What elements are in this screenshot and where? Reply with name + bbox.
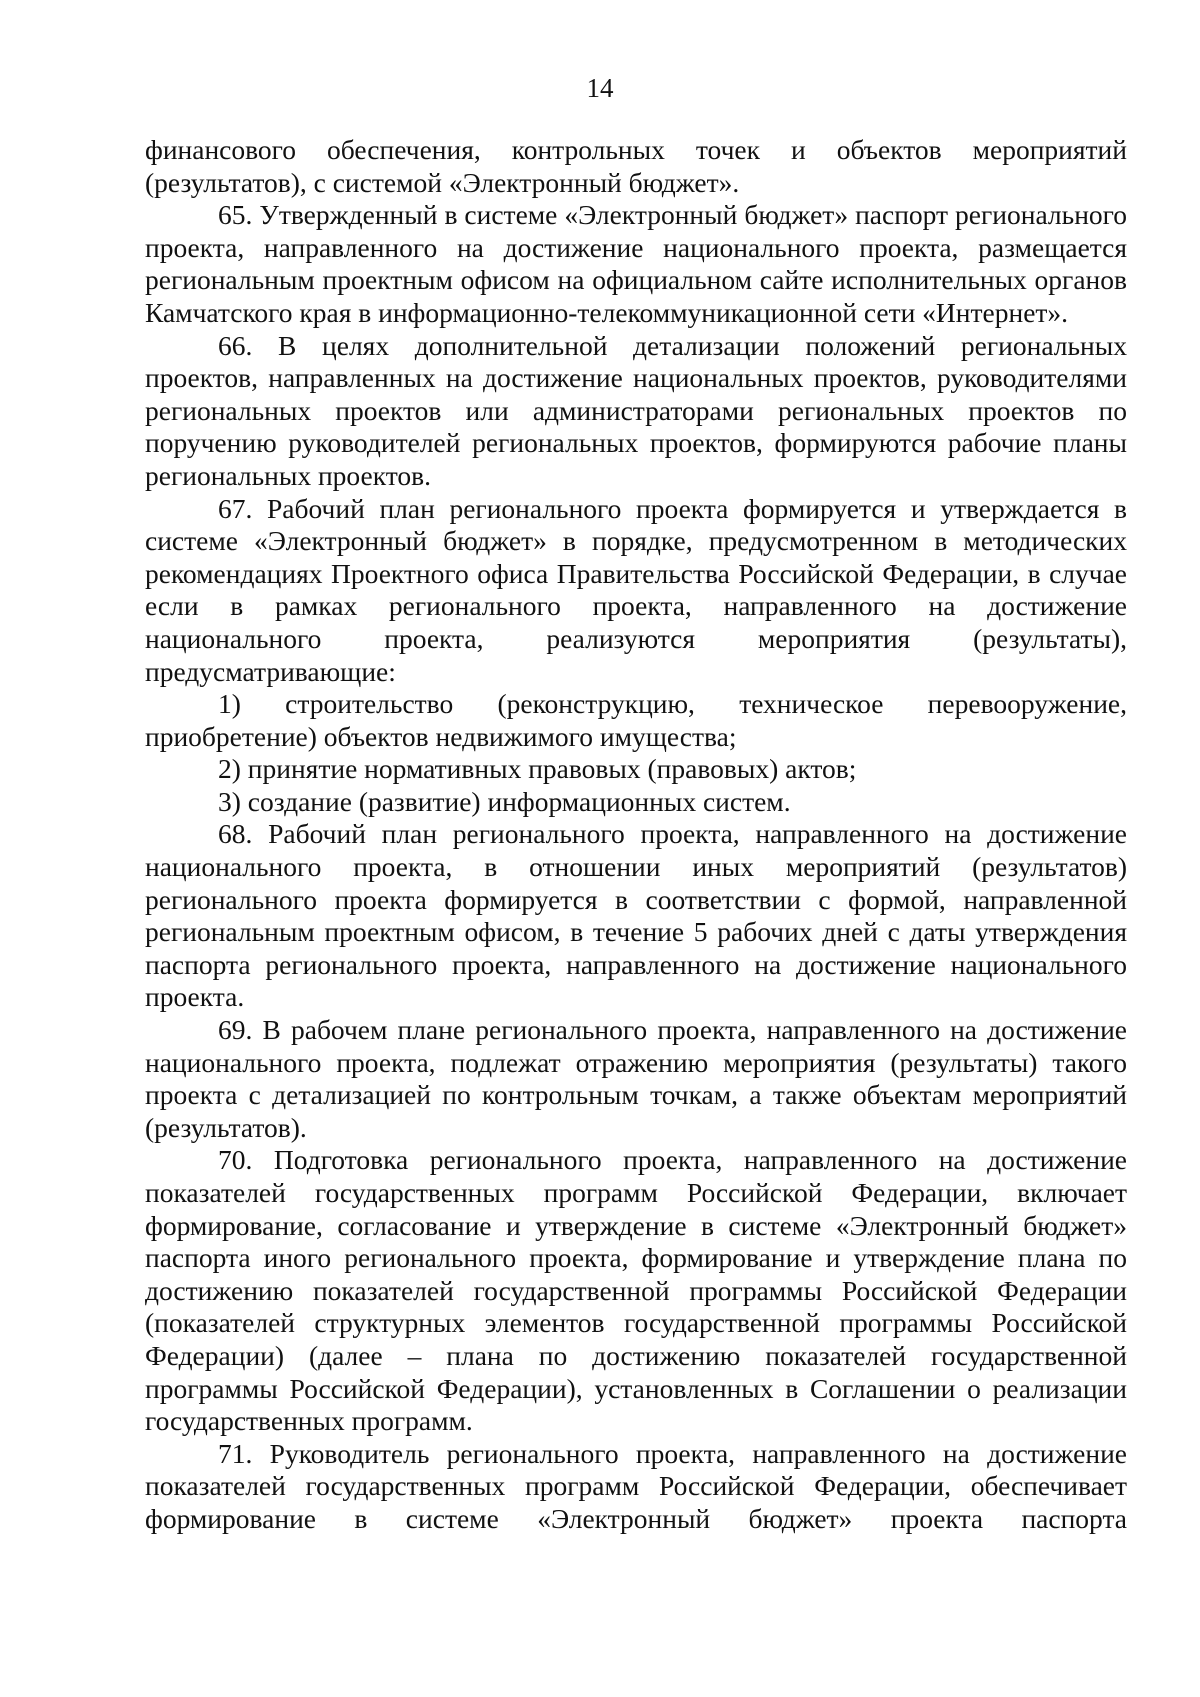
paragraph-65: 65. Утвержденный в системе «Электронный бюджет» паспорт регионального проекта, направленного на достижение национального проекта, размещается региональным проектным офисом на официальном сайте исполнительных органов Камчатского края в информационно-телекоммуникационной сети «Интернет».: [145, 199, 1127, 328]
paragraph-67: 67. Рабочий план регионального проекта формируется и утверждается в системе «Электронный бюджет» в порядке, предусмотренном в методических рекомендациях Проектного офиса Правительства Российской Федерации, в случае если в рамках регионального проекта, направленного на достижение национального проекта, реализуются мероприятия (результаты), предусматривающие:: [145, 492, 1127, 687]
list-item-3: 3) создание (развитие) информационных систем.: [218, 785, 791, 817]
page-number: 14: [586, 73, 614, 103]
paragraph-70: 70. Подготовка регионального проекта, направленного на достижение показателей государственных программ Российской Федерации, включает формирование, согласование и утверждение в системе «Электронный бюджет» паспорта иного регионального проекта, формирование и утверждение плана по достижению показателей государственной программы Российской Федерации (показателей структурных элементов государственной программы Российской Федерации) (далее – плана по достижению показателей государственной программы Российской Федерации), установленных в Соглашении о реализации государственных программ.: [145, 1144, 1127, 1437]
paragraph-71: 71. Руководитель регионального проекта, направленного на достижение показателей государственных программ Российской Федерации, обеспечивает формирование в системе «Электронный бюджет» проекта паспорта: [145, 1437, 1127, 1534]
document-body: [145, 134, 1127, 1536]
paragraph-continuation: финансового обеспечения, контрольных точек и объектов мероприятий (результатов), с системой «Электронный бюджет».: [145, 134, 1127, 198]
paragraph-69: 69. В рабочем плане регионального проекта, направленного на достижение национального проекта, подлежат отражению мероприятия (результаты) такого проекта с детализацией по контрольным точкам, а также объектам мероприятий (результатов).: [145, 1014, 1127, 1143]
list-item-1: 1) строительство (реконструкцию, техническое перевооружение, приобретение) объектов недвижимого имущества;: [145, 688, 1127, 752]
list-item-2: 2) принятие нормативных правовых (правовых) актов;: [218, 753, 857, 785]
paragraph-68: 68. Рабочий план регионального проекта, направленного на достижение национального проекта, в отношении иных мероприятий (результатов) регионального проекта формируется в соответствии с формой, направленной региональным проектным офисом, в течение 5 рабочих дней с даты утверждения паспорта регионального проекта, направленного на достижение национального проекта.: [145, 818, 1127, 1013]
paragraph-66: 66. В целях дополнительной детализации положений региональных проектов, направленных на достижение национальных проектов, руководителями региональных проектов или администраторами региональных проектов по поручению руководителей региональных проектов, формируются рабочие планы региональных проектов.: [145, 329, 1127, 491]
